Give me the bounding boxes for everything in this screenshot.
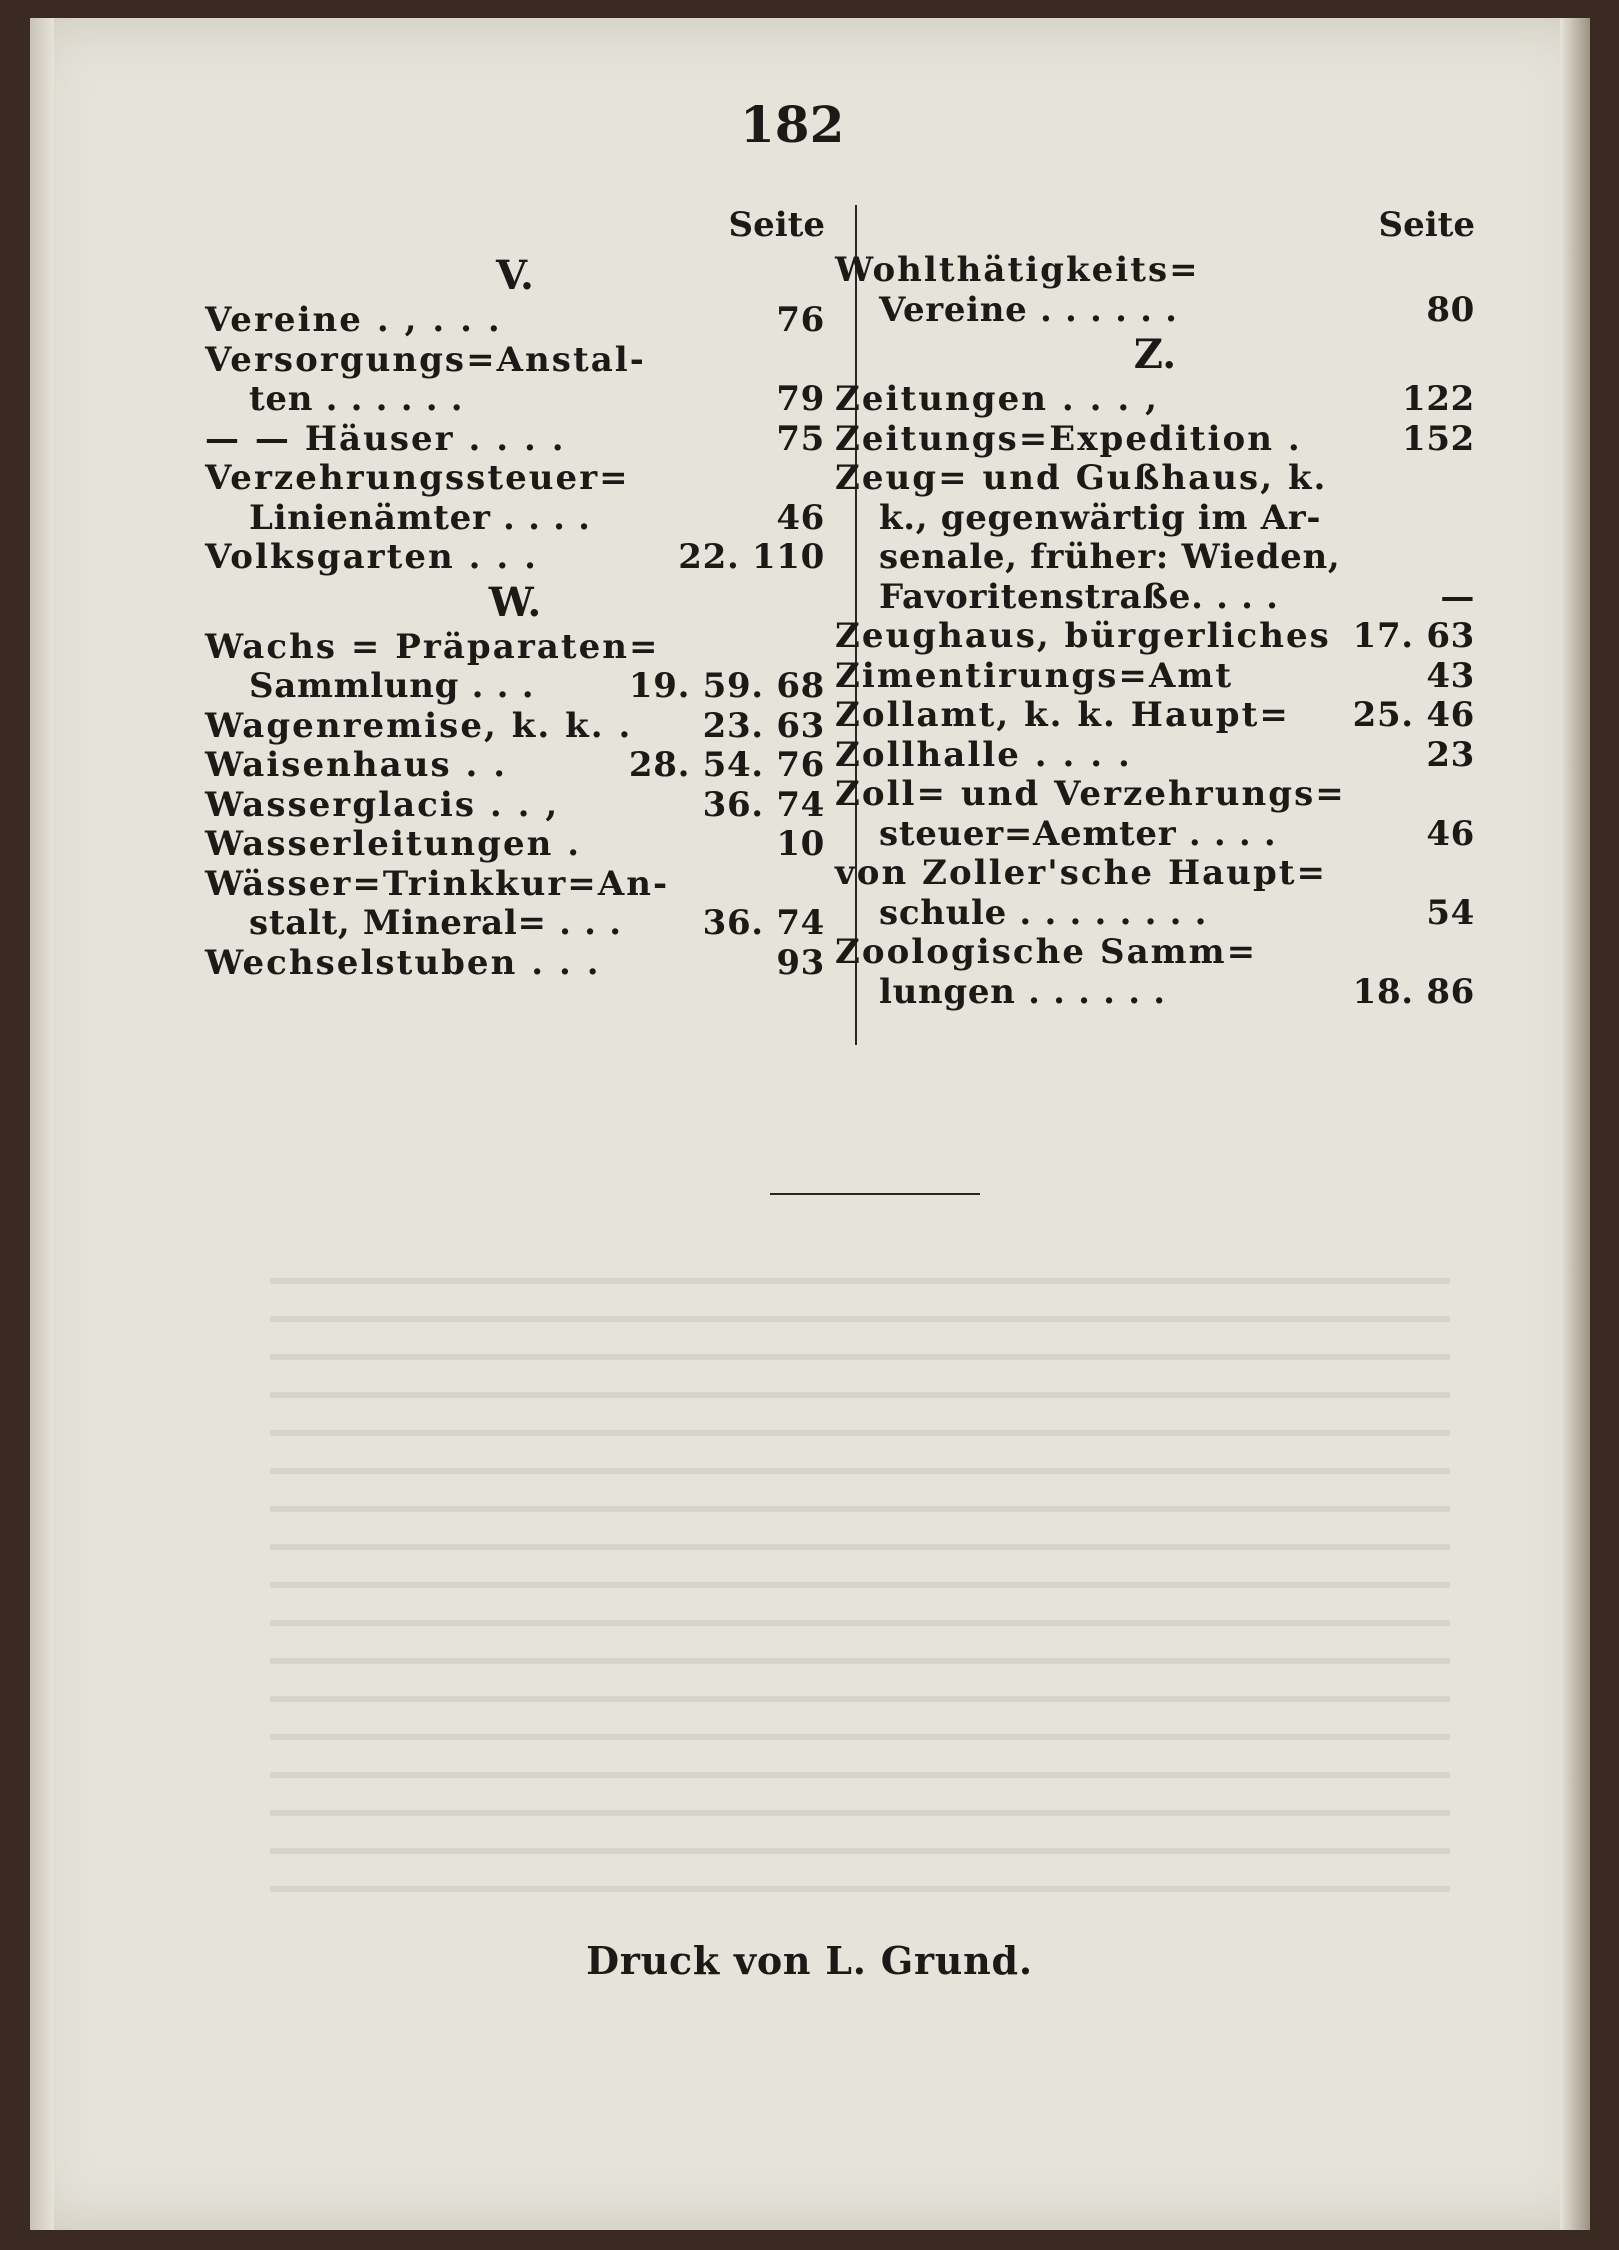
entry-pages: 152: [1401, 418, 1475, 459]
entry-pages: 17. 63: [1352, 616, 1475, 656]
entry-label: Favoritenstraße. . . .: [879, 576, 1279, 617]
entry-label: Zoll= und Verzehrungs=: [835, 774, 1346, 814]
index-entry: [205, 865, 825, 905]
entry-label: Wechselstuben . . .: [205, 942, 601, 983]
column-header: Seite: [728, 205, 825, 245]
entry-pages: 36. 74: [702, 784, 825, 825]
entry-pages: 80: [1426, 289, 1475, 330]
index-entry: [205, 538, 825, 578]
entry-pages: 75: [776, 418, 825, 459]
entry-label: von Zoller'sche Haupt=: [835, 853, 1328, 893]
entry-label: Wagenremise, k. k. .: [205, 705, 633, 746]
index-entry: [835, 251, 1475, 291]
index-entry: [205, 628, 825, 668]
entry-label: Wohlthätigkeits=: [835, 250, 1200, 290]
entry-label: Zeughaus, bürgerliches: [835, 616, 1331, 656]
entry-label: Versorgungs=Anstal-: [205, 339, 646, 380]
entry-label: Zimentirungs=Amt: [835, 655, 1234, 696]
entry-pages: 76: [776, 300, 825, 340]
index-entry: [835, 499, 1475, 539]
index-entry: [205, 341, 825, 381]
entry-label: Vereine . , . . .: [205, 300, 502, 340]
section-letter: W.: [488, 578, 542, 626]
index-entry: [835, 736, 1475, 776]
entry-label: Volksgarten . . .: [205, 537, 539, 577]
right-pre-entries: [835, 251, 1475, 330]
index-entry: [835, 933, 1475, 973]
entry-label: Wässer=Trinkkur=An-: [205, 863, 670, 904]
show-through-bleed: [270, 1278, 1450, 1918]
printer-imprint: Druck von L. Grund.: [586, 1938, 1033, 1983]
entry-pages: 54: [1426, 892, 1475, 933]
index-entry: [835, 459, 1475, 499]
index-entry: [205, 904, 825, 944]
entry-label: Zeitungen . . . ,: [835, 379, 1160, 419]
entry-pages: 93: [776, 942, 825, 983]
entry-pages: 23. 63: [702, 705, 825, 746]
index-entry: [205, 707, 825, 747]
entry-label: senale, früher: Wieden,: [879, 537, 1341, 577]
index-entry: [835, 973, 1475, 1013]
entry-label: Vereine . . . . . .: [879, 289, 1178, 330]
entry-label: Zeug= und Gußhaus, k.: [835, 458, 1328, 498]
index-entry: [205, 499, 825, 539]
entry-label: Zollamt, k. k. Haupt=: [835, 695, 1290, 735]
index-entry: [835, 578, 1475, 618]
entry-pages: 43: [1426, 655, 1475, 696]
index-entry: [835, 894, 1475, 934]
end-rule: [770, 1193, 980, 1195]
entry-pages: 10: [776, 824, 825, 864]
entry-pages: 36. 74: [702, 903, 825, 943]
index-entry: [205, 786, 825, 826]
index-entry: [835, 775, 1475, 815]
entry-pages: 122: [1401, 379, 1475, 419]
index-entry: [205, 380, 825, 420]
entry-label: Verzehrungssteuer=: [205, 458, 630, 498]
entry-label: Wachs = Präparaten=: [205, 626, 660, 667]
entry-pages: 25. 46: [1352, 695, 1475, 735]
entry-label: Linienämter . . . .: [249, 497, 591, 538]
index-entry: [835, 815, 1475, 855]
entry-pages: 23: [1426, 734, 1475, 775]
index-entry: [205, 825, 825, 865]
entry-label: k., gegenwärtig im Ar-: [879, 497, 1322, 538]
section-letter: V.: [496, 252, 534, 299]
page-number: 182: [740, 95, 845, 154]
column-header: Seite: [1378, 205, 1475, 245]
entry-label: — — Häuser . . . .: [205, 418, 566, 459]
entry-label: Wasserleitungen .: [205, 824, 582, 864]
entry-pages: 28. 54. 76: [628, 745, 825, 785]
index-entry: [205, 746, 825, 786]
index-entry: [835, 538, 1475, 578]
index-entry: [835, 291, 1475, 331]
entry-label: ten . . . . . .: [249, 379, 464, 419]
entry-label: schule . . . . . . . .: [879, 892, 1208, 933]
entry-label: Zollhalle . . . .: [835, 734, 1132, 775]
page-left-edge: [30, 18, 54, 2230]
entry-pages: 22. 110: [678, 537, 825, 577]
entry-label: Sammlung . . .: [249, 666, 535, 706]
index-entry: [205, 944, 825, 984]
index-entry: [835, 420, 1475, 460]
index-entry: [205, 301, 825, 341]
entry-pages: 46: [776, 497, 825, 538]
entry-pages: 19. 59. 68: [628, 666, 825, 706]
index-entry: [835, 617, 1475, 657]
index-column-right: [835, 205, 1475, 1012]
index-entry: [835, 854, 1475, 894]
right-sections: [835, 330, 1475, 1012]
index-column-left: [205, 205, 825, 983]
entry-label: Zeitungs=Expedition .: [835, 418, 1302, 459]
entry-label: Waisenhaus . .: [205, 745, 508, 785]
entry-pages: —: [1440, 576, 1475, 617]
left-sections: [205, 251, 825, 983]
section-letter: Z.: [1133, 331, 1177, 378]
entry-label: Zoologische Samm=: [835, 932, 1258, 972]
index-entry: [205, 420, 825, 460]
index-entry: [835, 380, 1475, 420]
entry-label: lungen . . . . . .: [879, 971, 1166, 1012]
entry-pages: 18. 86: [1352, 971, 1475, 1012]
page-right-edge: [1560, 18, 1590, 2230]
index-entry: [205, 459, 825, 499]
entry-pages: 46: [1426, 813, 1475, 854]
index-entry: [835, 657, 1475, 697]
entry-label: stalt, Mineral= . . .: [249, 903, 622, 943]
index-entry: [835, 696, 1475, 736]
entry-label: steuer=Aemter . . . .: [879, 813, 1277, 854]
entry-pages: 79: [776, 379, 825, 419]
entry-label: Wasserglacis . . ,: [205, 784, 560, 825]
index-entry: [205, 667, 825, 707]
